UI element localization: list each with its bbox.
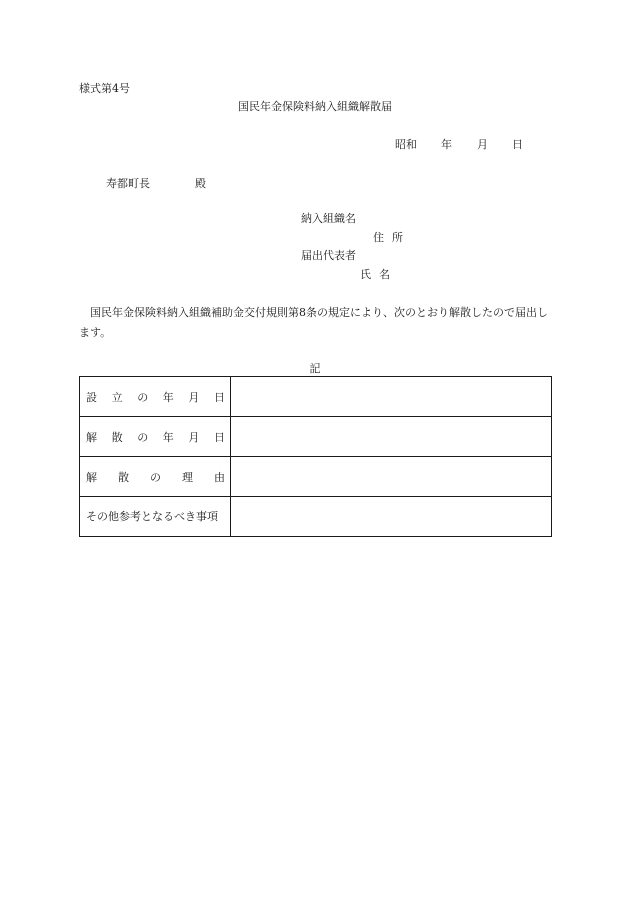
- representative-label: 届出代表者: [301, 249, 356, 262]
- label-char: 月: [188, 390, 200, 404]
- label-char: 日: [213, 390, 225, 404]
- label-char: 理: [182, 470, 193, 484]
- other-notes-cell[interactable]: [231, 497, 552, 537]
- row-label: [86, 389, 225, 405]
- row-label: [86, 469, 225, 485]
- label-char: 立: [111, 390, 123, 404]
- label-char: 月: [188, 430, 200, 444]
- record-table: [79, 376, 552, 537]
- label-char: の: [150, 470, 161, 484]
- label-char: 設: [86, 390, 97, 404]
- address-label: 住所: [373, 231, 411, 244]
- established-date-cell[interactable]: [231, 377, 552, 417]
- row-label: その他参考となるべき事項: [86, 509, 218, 523]
- date-month: 月: [477, 138, 488, 151]
- record-heading: 記: [309, 362, 321, 375]
- label-char: 日: [213, 430, 225, 444]
- row-label: [86, 429, 225, 445]
- label-char: 散: [111, 430, 123, 444]
- date-year: 年: [441, 138, 452, 151]
- form-number: 様式第4号: [79, 82, 130, 95]
- table-row: [80, 457, 552, 497]
- organization-label: 納入組織名: [301, 212, 356, 225]
- body-text: 国民年金保険料納入組織補助金交付規則第8条の規定により、次のとおり解散したので届出します。: [79, 306, 548, 339]
- table-row: [80, 497, 552, 537]
- label-char: 散: [118, 470, 129, 484]
- table-row: [80, 377, 552, 417]
- addressee-honorific: 殿: [195, 177, 206, 190]
- row-label-cell: [80, 417, 231, 457]
- date-day: 日: [512, 138, 523, 151]
- label-char: 年: [162, 390, 174, 404]
- row-label-cell: [80, 377, 231, 417]
- row-label-cell: [80, 497, 231, 537]
- label-char: 由: [214, 470, 225, 484]
- table-row: [80, 417, 552, 457]
- addressee-name: 寿都町長: [106, 177, 150, 190]
- dissolution-date-cell[interactable]: [231, 417, 552, 457]
- label-char: の: [137, 390, 149, 404]
- document-title: 国民年金保険料納入組織解散届: [238, 100, 392, 113]
- label-char: の: [137, 430, 149, 444]
- row-label-cell: [80, 457, 231, 497]
- label-char: 解: [86, 470, 97, 484]
- label-char: 解: [86, 430, 97, 444]
- date-era: 昭和: [395, 138, 417, 151]
- dissolution-reason-cell[interactable]: [231, 457, 552, 497]
- name-label: 氏名: [360, 268, 398, 281]
- label-char: 年: [162, 430, 174, 444]
